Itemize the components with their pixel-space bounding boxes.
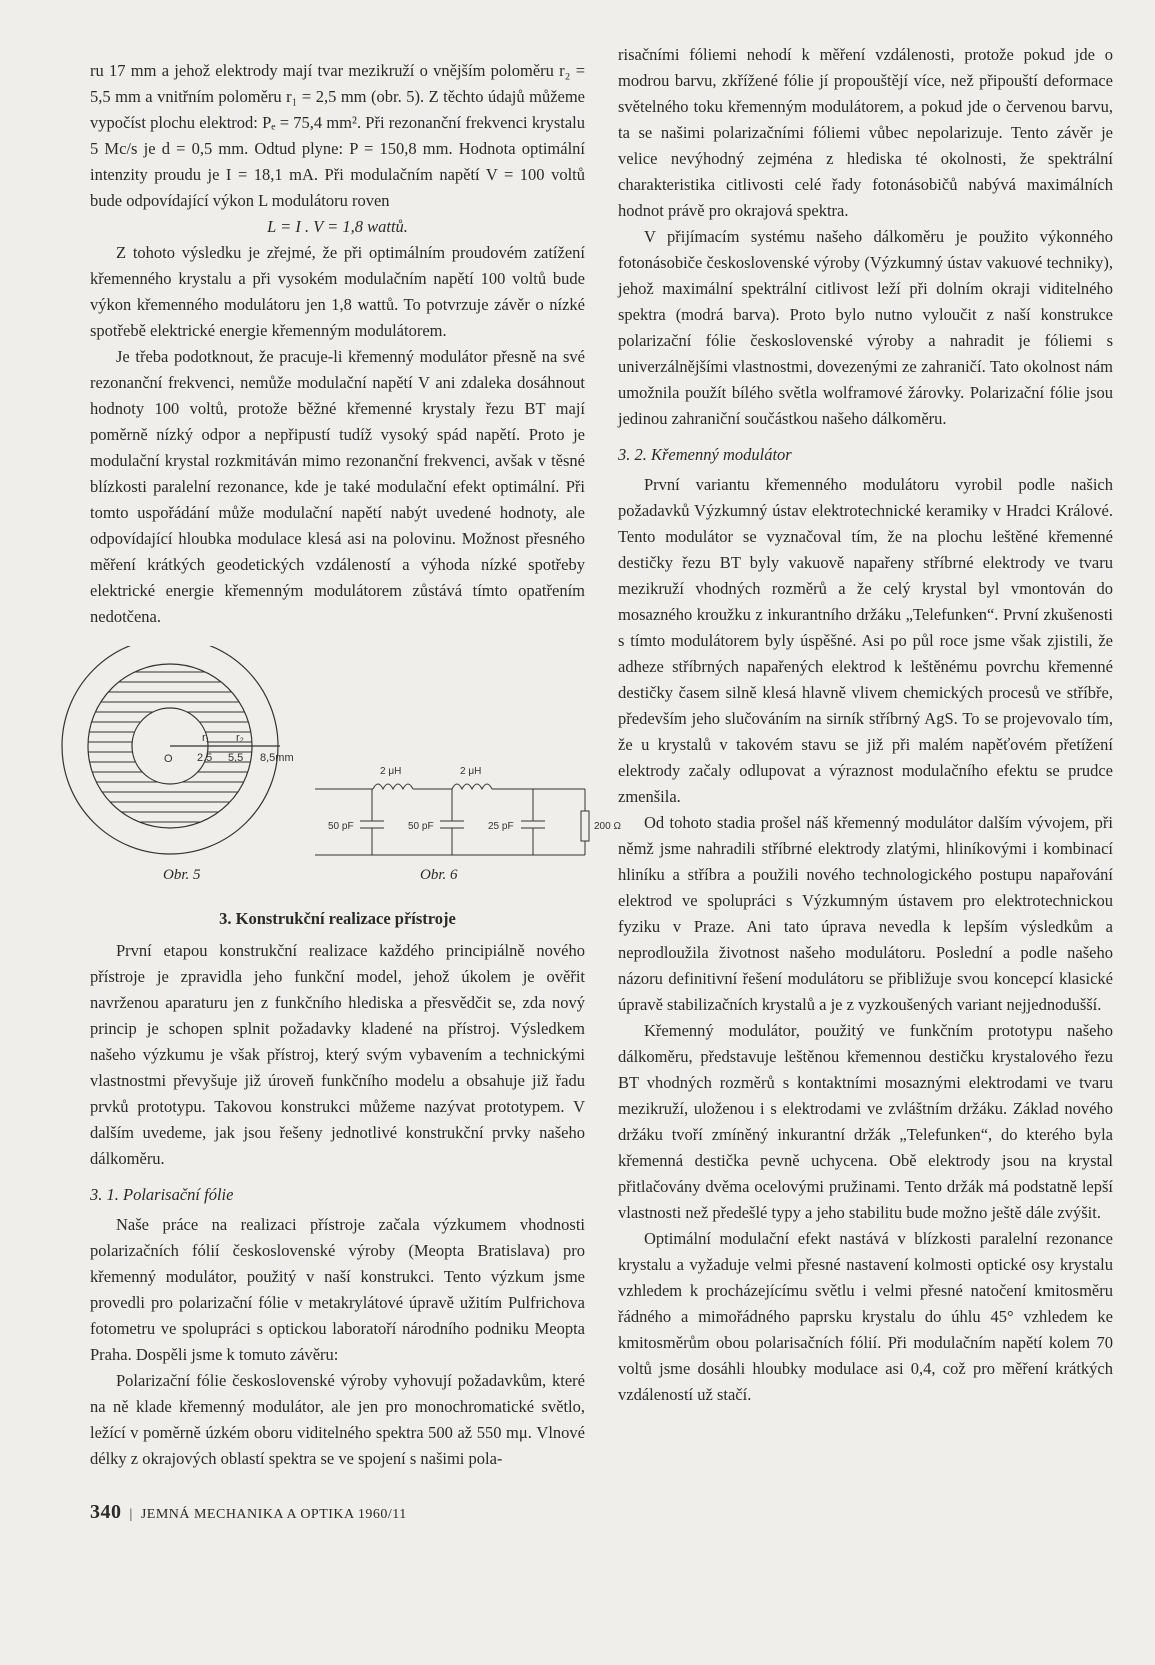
paragraph: Je třeba podotknout, že pracuje-li křemenný modulátor přesně na své rezonanční frekvenci, nemůže modulační napětí V ani zdaleka dosáhnout hodnoty 100 voltů, protože běžné křemenné krystaly řezu BT mají poměrně nízký odpor a nepřipustí tudíž vysoký spád napětí. Proto je modulační krystal rozkmitáván mimo rezonanční frekvenci, avšak v těsné blízkosti paralelní rezonance, kde je také modulační efekt optimální. Při tomto uspořádání může modulační napětí nabýt uvedené hodnoty, ale odpovídající hloubka modulace klesá asi na polovinu. Možnost přesného měření krátkých geodetických vzdáleností a výhoda nízké spotřeby elektrické energie křemenným modulátorem zůstává tímto opatřením nedotčena.	[90, 347, 585, 626]
journal-name: JEMNÁ MECHANIKA A OPTIKA 1960/11	[140, 1507, 407, 1522]
figure-6-caption: Obr. 6	[420, 867, 458, 883]
capacitor-3-label: 25 pF	[488, 821, 514, 832]
page-footer	[90, 1500, 585, 1527]
capacitor-2-label: 50 pF	[408, 821, 434, 832]
paragraph: Optimální modulační efekt nastává v blízkosti paralelní rezonance krystalu a vyžaduje velmi přesné nastavení kolmosti optické osy krystalu vzhledem k procházejícímu světlu i velmi přesné natočení kmitosměru řádného a mimořádného paprsku krystalu do úhlu 45° vzhledem ke kmitosměrům obou polarisačních fólií. Při modulačním napětí kolem 70 voltů jsme dosáhli hloubky modulace asi 0,4, což pro měření krátkých vzdáleností už stačí.	[618, 1229, 1113, 1404]
capacitor-1-label: 50 pF	[328, 821, 354, 832]
dim-8-5: 8,5mm	[260, 752, 294, 764]
paragraph: V přijímacím systému našeho dálkoměru je použito výkonného fotonásobiče československé výroby (Výzkumný ústav vakuové techniky), jehož maximální spektrální citlivost leží při dolním okraji viditelného spektra (modrá barva). Proto bylo nutno vyloučit z naší konstrukce polarizační fólie československé výroby a nahradit je fóliemi s univerzálnějšími vlastnostmi, dovezenými ze zahraničí. Tato okolnost nám umožnila použít bílého světla wolframové žárovky. Polarizační fólie jsou jedinou zahraniční součástkou našeho dálkoměru.	[618, 227, 1113, 428]
subsection-heading: 3. 1. Polarisační fólie	[90, 1185, 234, 1204]
r1-label: r₁	[202, 732, 210, 744]
formula: L = I . V = 1,8 wattů.	[267, 217, 408, 236]
dim-5-5: 5,5	[228, 752, 244, 764]
inductor-1-label: 2 μH	[380, 766, 402, 777]
subsection-heading: 3. 2. Křemenný modulátor	[618, 445, 792, 464]
inductor-2-label: 2 μH	[460, 766, 482, 777]
paragraph: Polarizační fólie československé výroby vyhovují požadavkům, které na ně klade křemenný modulátor, ale jen pro monochromatické světlo, ležící v poměrně úzkém oboru viditelného spektra 500 až 550 mμ. Vlnové délky z okrajových oblastí spektra se ve spojení s našimi pola-	[90, 1371, 585, 1468]
paragraph: risačními fóliemi nehodí k měření vzdálenosti, protože pokud jde o modrou barvu, zkřížené fólie jí propouštějí více, než připouští deformace světelného toku křemenným modulátorem, a pokud jde o červenou barvu, ta se našimi polarizačními fóliemi vůbec nepolarizuje. Tento závěr je velice nevýhodný zejména z hlediska té okolnosti, že spektrální charakteristika citlivosti celé řady fotonásobičů nabývá maximálních hodnot právě pro okrajová spektra.	[618, 45, 1113, 220]
paragraph: ru 17 mm a jehož elektrody mají tvar mezikruží o vnějším poloměru r₂ = 5,5 mm a vnitřním poloměru r₁ = 2,5 mm (obr. 5). Z těchto údajů můžeme vypočíst plochu elektrod: Pₑ = 75,4 mm². Při rezonanční frekvenci krystalu 5 Mc/s je d = 0,5 mm. Odtud plyne: P = 150,8 mm. Hodnota optimální intenzity proudu je I = 18,1 mA. Při modulačním napětí V = 100 voltů bude odpovídající výkon L modulátoru roven	[90, 61, 585, 210]
footer-divider: |	[129, 1507, 141, 1522]
paragraph: Z tohoto výsledku je zřejmé, že při optimálním proudovém zatížení křemenného krystalu a při vysokém modulačním napětí 100 voltů bude výkon křemenného modulátoru jen 1,8 wattů. To potvrzuje závěr o nízké spotřebě elektrické energie křemenným modulátorem.	[90, 243, 585, 340]
section-heading: 3. Konstrukční realizace přístroje	[219, 909, 456, 928]
origin-label: O	[164, 753, 173, 765]
paragraph: Křemenný modulátor, použitý ve funkčním prototypu našeho dálkoměru, představuje leštěnou křemennou destičku krystalového řezu BT vhodných rozměrů s kontaktními mosaznými elektrodami ve tvaru mezikruží, uloženou i s elektrodami ve zvláštním držáku. Základ nového držáku tvoří zmíněný inkurantní držák „Telefunken“, do kterého byla křemenná destička pevně uchycena. Obě elektrody jsou na krystal přitlačovány dvěma ocelovými pružinami. Tento držák má podstatně lepší vlastnosti než předešlé typy a jeho stabilitu bude možno ještě dále zvýšit.	[618, 1021, 1113, 1222]
figure-5-caption: Obr. 5	[163, 867, 201, 883]
figures	[60, 646, 640, 896]
paragraph: Naše práce na realizaci přístroje začala výzkumem vhodnosti polarizačních fólií československé výroby (Meopta Bratislava) pro křemenný modulátor, použitý v naší konstrukci. Tento výzkum jsme provedli pro polarizační fólie v metakrylátové úpravě užitím Pulfrichova fotometru ve spolupráci s optickou laboratoří národního podniku Meopta Praha. Dospěli jsme k tomuto závěru:	[90, 1215, 585, 1364]
figure-5-electrode-diagram	[60, 646, 310, 861]
paragraph: První etapou konstrukční realizace každého principiálně nového přístroje je zpravidla jeho funkční model, jehož úkolem je ověřit navrženou aparaturu jen z funkčního hlediska a přesvědčit se, zda nový princip je schopen splnit požadavky kladené na přístroj. Výsledkem našeho výzkumu je však přístroj, který svým vybavením a technickými vlastnostmi převyšuje již úroveň funkčního modelu a obsahuje již řadu prvků prototypu. Takovou konstrukci můžeme nazývat prototypem. V dalším uvedeme, jak jsou řešeny jednotlivé konstrukční prvky našeho dálkoměru.	[90, 941, 585, 1168]
page-number: 340	[90, 1501, 122, 1523]
resistor-label: 200 Ω	[594, 821, 621, 832]
r2-label: r₂	[236, 732, 244, 744]
dim-2-5: 2,5	[197, 752, 213, 764]
right-column	[618, 42, 1113, 1408]
paragraph: První variantu křemenného modulátoru vyrobil podle našich požadavků Výzkumný ústav elektrotechnické keramiky v Hradci Králové. Tento modulátor se vyznačoval tím, že na plochu leštěné křemenné destičky řezu BT byly vakuově napařeny stříbrné elektrody ve tvaru mezikruží vhodných rozměrů a že celý krystal byl vmontován do mosazného kroužku z inkurantního držáku „Telefunken“. První zkušenosti s tímto modulátorem byly úspěšné. Asi po půl roce jsme však zjistili, že adheze stříbrných napařených elektrod k leštěnému povrchu křemenné destičky časem silně klesá hlavně vlivem chemických procesů ve stříbře, především jeho slučováním na sirník stříbrný AgS. To se projevovalo tím, že u krystalů v takovém stavu se již při malém napěťovém přetížení elektrody začaly odlupovat a výraznost modulačního efektu se prudce zmenšila.	[618, 475, 1113, 806]
left-column	[90, 58, 621, 1527]
paragraph: Od tohoto stadia prošel náš křemenný modulátor dalším vývojem, při němž jsme nahradili stříbrné elektrody zlatými, hliníkovými i kombinací hliníku a stříbra a použili nového technologického postupu napařování elektrod ve spolupráci s Výzkumným ústavem pro elektrotechnickou fyziku v Praze. Ani tato úprava nevedla k lepším výsledkům a neprodloužila životnost našeho modulátoru. Poslední a podle našeho názoru definitivní řešení modulátoru se přibližuje svou koncepcí klasické úpravě stabilizačních krystalů a je z vyzkoušených variant nejjednodušší.	[618, 813, 1113, 1014]
